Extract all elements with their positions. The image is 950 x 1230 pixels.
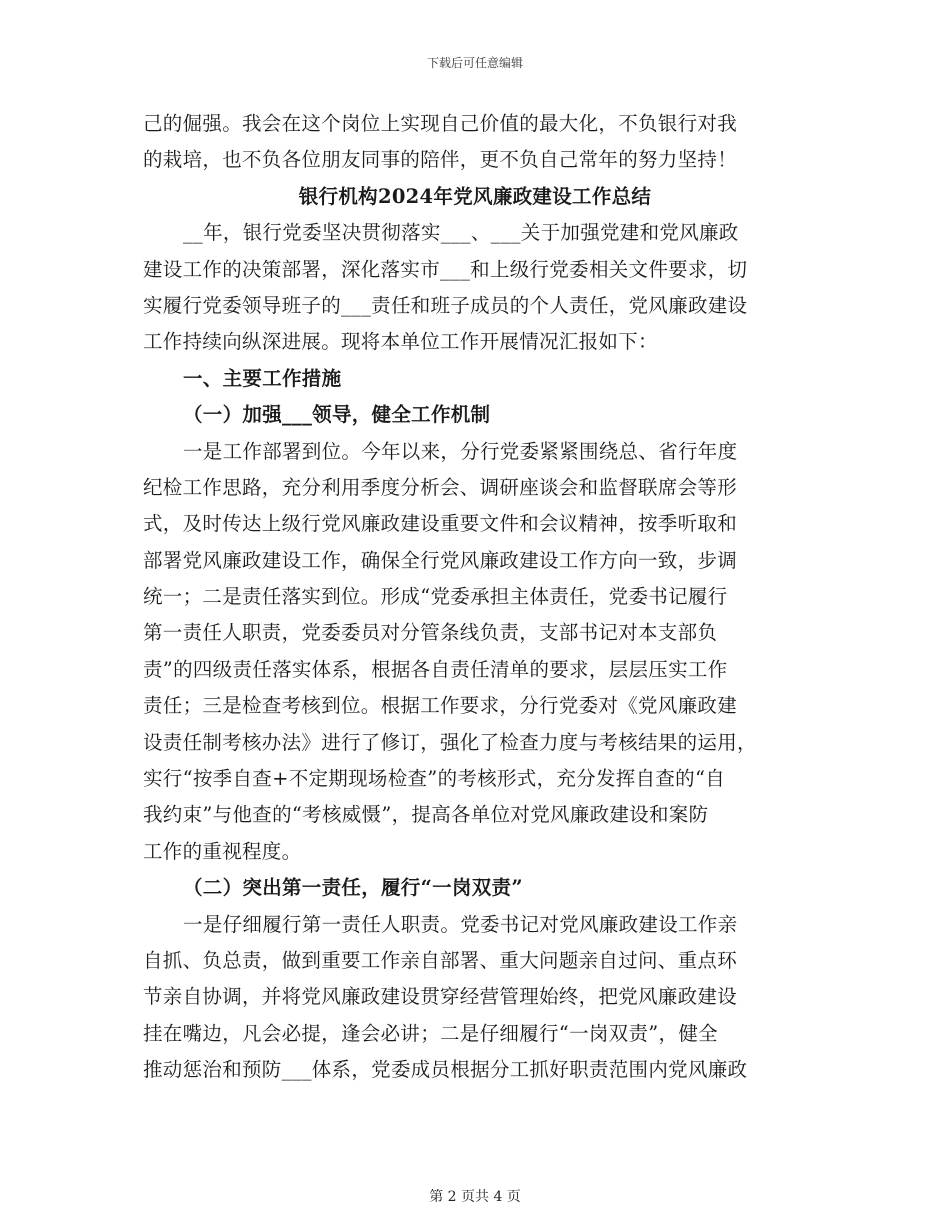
body-line: 的栽培，也不负各位朋友同事的陪伴，更不负自己常年的努力坚持！ <box>143 148 738 172</box>
paragraph-start-line: 一是仔细履行第一责任人职责。党委书记对党风廉政建设工作亲 <box>183 912 738 936</box>
body-line: 己的倔强。我会在这个岗位上实现自己价值的最大化，不负银行对我 <box>143 112 738 135</box>
body-line: 推动惩治和预防___体系，党委成员根据分工抓好职责范围内党风廉政 <box>143 1058 748 1082</box>
body-line: 节亲自协调，并将党风廉政建设贯穿经营管理始终，把党风廉政建设 <box>143 985 738 1009</box>
section-heading: 一、主要工作措施 <box>183 366 342 390</box>
body-line: 统一；二是责任落实到位。形成“党委承担主体责任，党委书记履行 <box>143 585 728 609</box>
page-number: 第 2 页共 4 页 <box>429 1189 521 1205</box>
body-line: 建设工作的决策部署，深化落实市___和上级行党委相关文件要求，切 <box>143 257 748 281</box>
body-line: 责”的四级责任落实体系，根据各自责任清单的要求，层层压实工作 <box>143 657 728 681</box>
body-line: 式，及时传达上级行党风廉政建设重要文件和会议精神，按季听取和 <box>143 512 738 536</box>
document-body <box>143 106 807 1089</box>
header-note: 下载后可任意编辑 <box>426 56 523 70</box>
body-line: 我约束”与他查的“考核威慑”，提高各单位对党风廉政建设和案防 <box>143 803 709 827</box>
body-line: 责任；三是检查考核到位。根据工作要求，分行党委对《党风廉政建 <box>143 694 738 718</box>
body-line: 实履行党委领导班子的___责任和班子成员的个人责任，党风廉政建设 <box>143 293 748 317</box>
body-line: 自抓、负总责，做到重要工作亲自部署、重大问题亲自过问、重点环 <box>143 948 738 972</box>
body-line: 实行“按季自查+不定期现场检查”的考核形式，充分发挥自查的“自 <box>143 767 726 791</box>
body-line: 挂在嘴边，凡会必提，逢会必讲；二是仔细履行“一岗双责”，健全 <box>143 1021 718 1045</box>
document-title: 银行机构2024年党风廉政建设工作总结 <box>298 184 652 208</box>
body-line: 纪检工作思路，充分利用季度分析会、调研座谈会和监督联席会等形 <box>143 475 738 499</box>
body-line: 工作的重视程度。 <box>143 839 302 863</box>
section-heading: （二）突出第一责任，履行“一岗双责” <box>183 876 523 900</box>
paragraph-start-line: __年，银行党委坚决贯彻落实___、___关于加强党建和党风廉政 <box>183 221 739 245</box>
body-line: 设责任制考核办法》进行了修订，强化了检查力度与考核结果的运用， <box>143 730 757 754</box>
section-heading: （一）加强___领导，健全工作机制 <box>183 403 491 427</box>
body-line: 第一责任人职责，党委委员对分管条线负责，支部书记对本支部负 <box>143 621 718 645</box>
body-line: 工作持续向纵深进展。现将本单位工作开展情况汇报如下： <box>143 330 658 354</box>
body-line: 部署党风廉政建设工作，确保全行党风廉政建设工作方向一致，步调 <box>143 548 738 572</box>
paragraph-start-line: 一是工作部署到位。今年以来，分行党委紧紧围绕总、省行年度 <box>183 439 738 463</box>
